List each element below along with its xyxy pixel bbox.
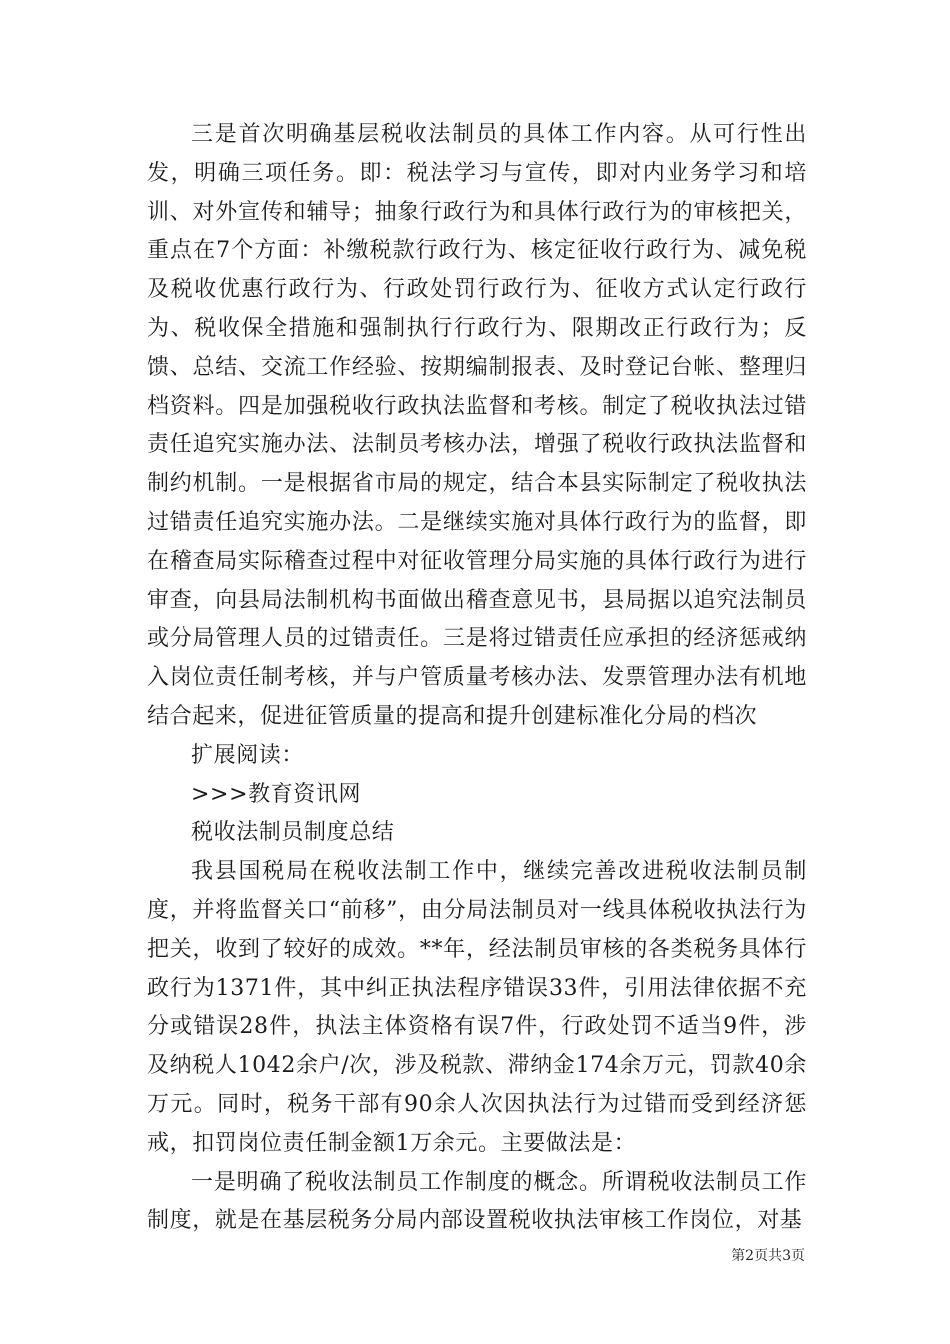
education-news-link[interactable]: >>>教育资讯网 [191, 781, 362, 807]
extended-reading-label: 扩展阅读： [191, 742, 305, 768]
section-title: 税收法制员制度总结 [191, 820, 395, 846]
document-body [147, 116, 807, 1241]
paragraph-summary: 我县国税局在税收法制工作中，继续完善改进税收法制员制度，并将监督关口“前移”，由分局法制员对一线具体税收执法行为把关，收到了较好的成效。**年，经法制员审核的各类税务具体行政行为1371件，其中纠正执法程序错误33件，引用法律依据不充分或错误28件，执法主体资格有误7件，行政处罚不适当9件，涉及纳税人1042余户/次，涉及税款、滞纳金174余万元，罚款40余万元。同时，税务干部有90余人次因执法行为过错而受到经济惩戒，扣罚岗位责任制金额1万余元。主要做法是： [147, 859, 807, 1156]
page-number: 第2页共3页 [731, 1248, 805, 1264]
paragraph-concept: 一是明确了税收法制员工作制度的概念。所谓税收法制员工作制度，就是在基层税务分局内部设置税收执法审核工作岗位，对基 [147, 1169, 807, 1234]
paragraph-tasks: 三是首次明确基层税收法制员的具体工作内容。从可行性出发，明确三项任务。即：税法学习与宣传，即对内业务学习和培训、对外宣传和辅导；抽象行政行为和具体行政行为的审核把关，重点在7个方面：补缴税款行政行为、核定征收行政行为、减免税及税收优惠行政行为、行政处罚行政行为、征收方式认定行政行为、税收保全措施和强制执行行政行为、限期改正行政行为；反馈、总结、交流工作经验、按期编制报表、及时登记台帐、整理归档资料。四是加强税收行政执法监督和考核。制定了税收执法过错责任追究实施办法、法制员考核办法，增强了税收行政执法监督和制约机制。一是根据省市局的规定，结合本县实际制定了税收执法过错责任追究实施办法。二是继续实施对具体行政行为的监督，即在稽查局实际稽查过程中对征收管理分局实施的具体行政行为进行审查，向县局法制机构书面做出稽查意见书，县局据以追究法制员或分局管理人员的过错责任。三是将过错责任应承担的经济惩戒纳入岗位责任制考核，并与户管质量考核办法、发票管理办法有机地结合起来，促进征管质量的提高和提升创建标准化分局的档次 [147, 122, 807, 729]
